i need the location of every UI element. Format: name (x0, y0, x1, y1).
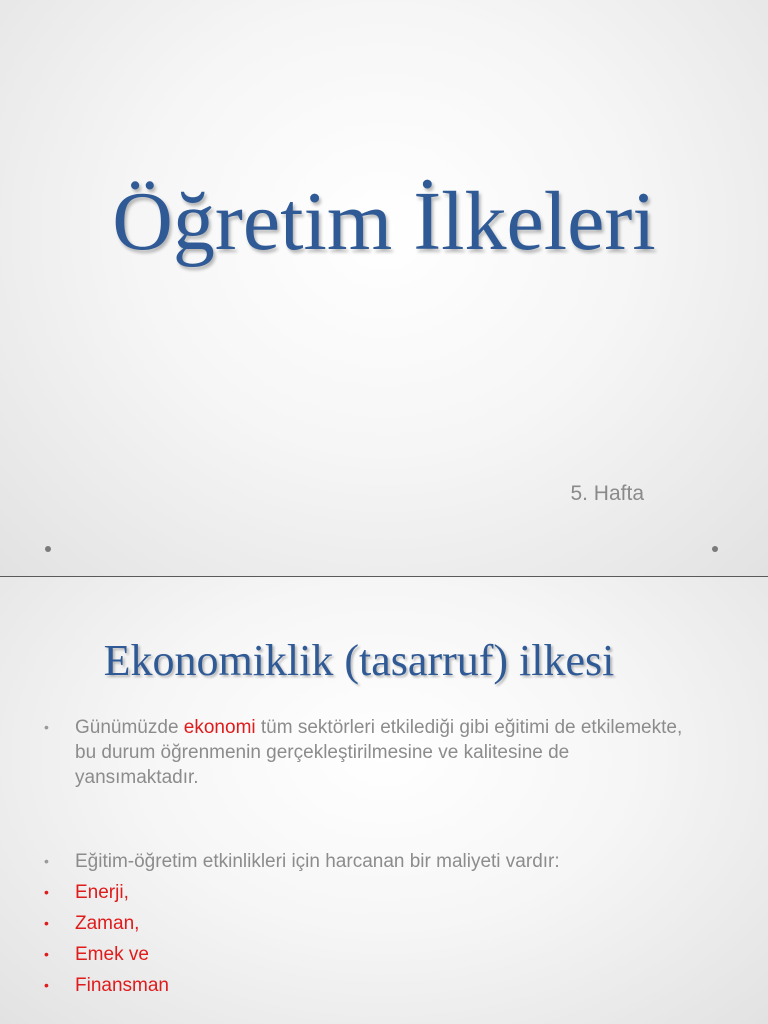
bullet-cost-text: Eğitim-öğretim etkinlikleri için harcanan bir maliyeti vardır: (75, 851, 560, 872)
list-item-finansman (44, 973, 684, 998)
list-item-text: Enerji, (75, 882, 129, 903)
bullet-text-after: tüm sektörleri etkilediği gibi eğitimi de etkilemekte, bu durum öğrenmenin gerçekleştirilmesine ve kalitesine de yansımaktadır. (75, 717, 683, 788)
list-item-enerji (44, 880, 684, 905)
list-item-text: Emek ve (75, 944, 149, 965)
slide-1-left-dot (45, 546, 51, 552)
bullet-mark: • (44, 946, 49, 962)
list-item-emek (44, 942, 684, 967)
bullet-cost (44, 849, 684, 874)
slide-1-title: Öğretim İlkeleri (112, 175, 656, 268)
slide-2-title: Ekonomiklik (tasarruf) ilkesi (103, 636, 615, 685)
bullet-mark: • (44, 915, 49, 931)
list-item-zaman (44, 911, 684, 936)
slide-1-subtitle: 5. Hafta (570, 482, 644, 505)
spacer (44, 796, 684, 849)
list-item-text: Zaman, (75, 913, 140, 934)
highlight-ekonomi: ekonomi (183, 717, 256, 738)
bullet-list (44, 715, 684, 1004)
bullet-mark: • (44, 977, 49, 993)
bullet-text-before: Günümüzde (75, 717, 184, 738)
bullet-mark: • (44, 884, 49, 900)
slide-1-right-dot (712, 546, 718, 552)
slide-2 (0, 577, 768, 1024)
bullet-mark: • (44, 853, 49, 869)
bullet-economy (44, 715, 684, 790)
bullet-mark: • (44, 719, 49, 735)
list-item-text: Finansman (75, 975, 169, 996)
